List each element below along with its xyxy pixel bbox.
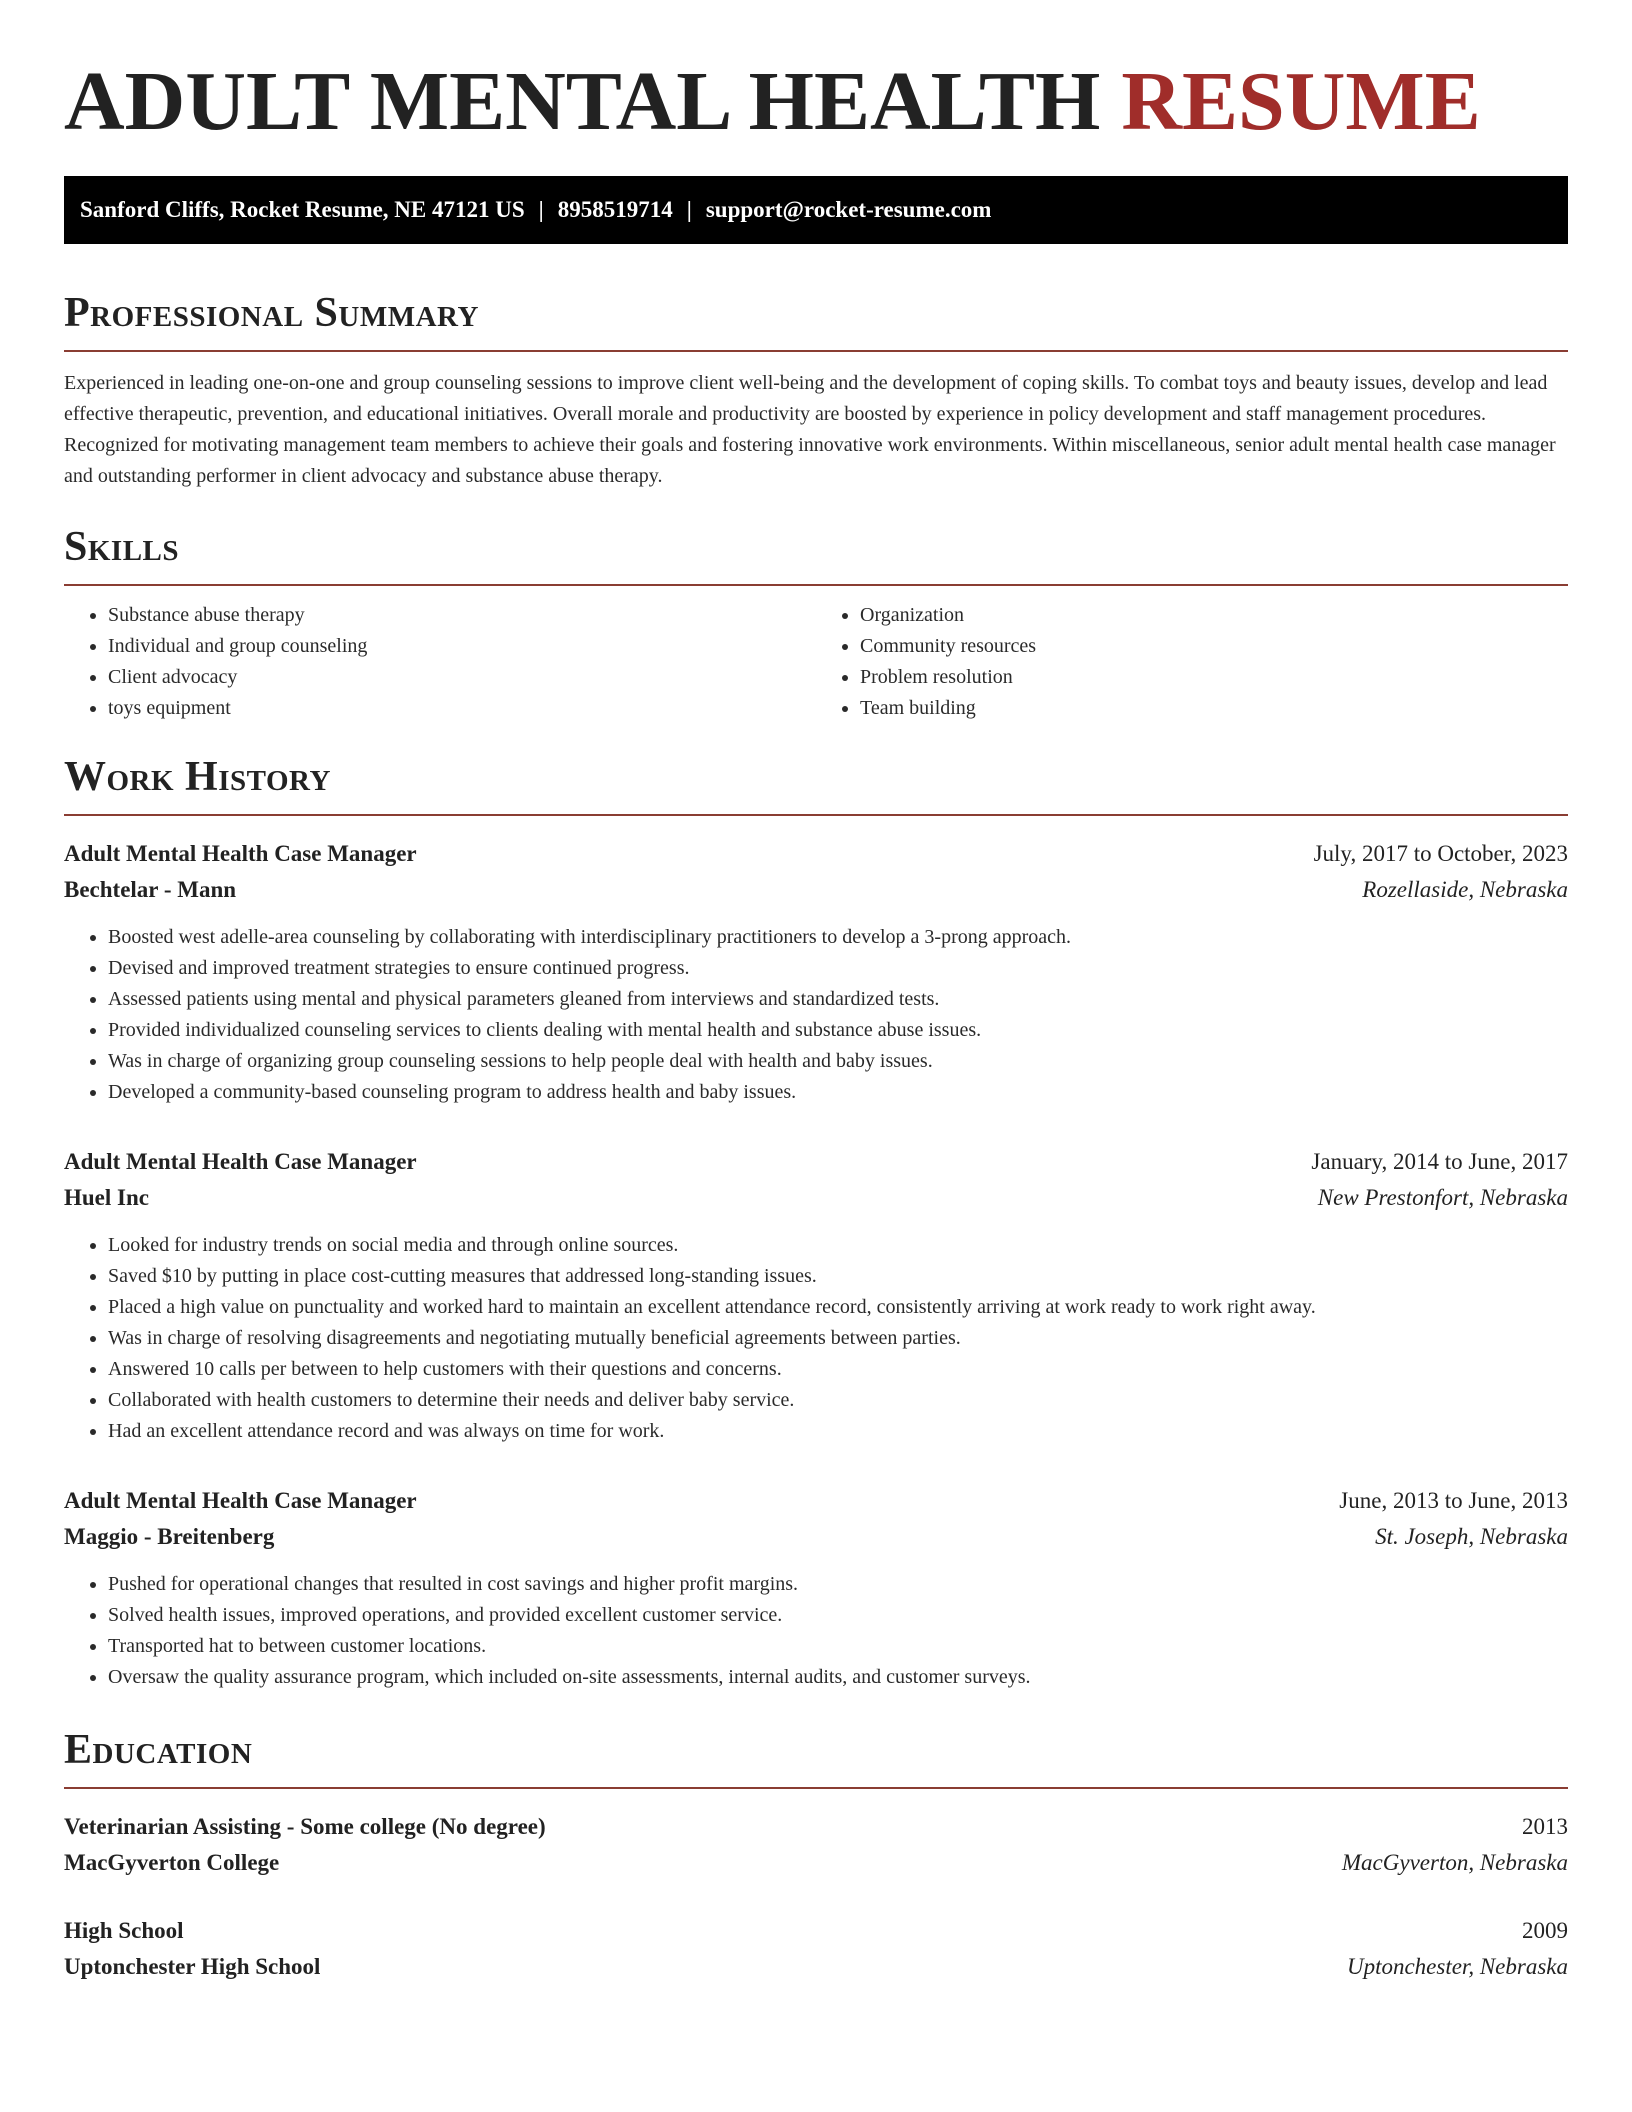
job-dates: July, 2017 to October, 2023 — [1313, 841, 1568, 866]
skill-item: • Organization — [860, 600, 1568, 631]
job-location: St. Joseph, Nebraska — [1375, 1524, 1568, 1549]
job-title: Adult Mental Health Case Manager — [64, 1488, 417, 1513]
job-company-row — [64, 1180, 1568, 1216]
job-company: Bechtelar - Mann — [64, 877, 237, 902]
education-degree: High School — [64, 1918, 184, 1943]
section-title-summary: Professional Summary — [64, 290, 479, 336]
skills-column-left — [64, 600, 816, 724]
job-bullet: • Saved $10 by putting in place cost-cutting measures that addressed long-standing issues. — [108, 1261, 1568, 1292]
education-location: Uptonchester, Nebraska — [1346, 1954, 1568, 1979]
section-title-education: Education — [64, 1727, 253, 1773]
section-divider — [64, 584, 1568, 586]
job-bullet: • Provided individualized counseling services to clients dealing with mental health and substance abuse issues. — [108, 1015, 1568, 1046]
education-school: Uptonchester High School — [64, 1954, 321, 1979]
education-degree: Veterinarian Assisting - Some college (No degree) — [64, 1814, 546, 1839]
education-location: MacGyverton, Nebraska — [1341, 1850, 1568, 1875]
contact-separator: | — [538, 197, 544, 222]
job-bullet: • Had an excellent attendance record and was always on time for work. — [108, 1416, 1568, 1447]
job-header-row — [64, 836, 1568, 872]
contact-bar — [64, 176, 1568, 244]
job-company: Huel Inc — [64, 1185, 149, 1210]
section-divider — [64, 350, 1568, 352]
job-bullet: • Transported hat to between customer locations. — [108, 1631, 1568, 1662]
job-bullet: • Assessed patients using mental and physical parameters gleaned from interviews and standardized tests. — [108, 984, 1568, 1015]
job-entry — [64, 836, 1568, 1108]
title-main: ADULT MENTAL HEALTH — [64, 55, 1101, 148]
skill-item: • Problem resolution — [860, 662, 1568, 693]
job-bullet: • Looked for industry trends on social media and through online sources. — [108, 1230, 1568, 1261]
job-bullet: • Solved health issues, improved operations, and provided excellent customer service. — [108, 1600, 1568, 1631]
job-bullet: • Answered 10 calls per between to help customers with their questions and concerns. — [108, 1354, 1568, 1385]
summary-text: Experienced in leading one-on-one and group counseling sessions to improve client well-being and the development of coping skills. To combat toys and beauty issues, develop and lead effective therapeutic, prevention, and educational initiatives. Overall morale and productivity are boosted by experience in policy development and staff management procedures. Recognized for motivating management team members to achieve their goals and fostering innovative work environments. Within miscellaneous, senior adult mental health case manager and outstanding performer in client advocacy and substance abuse therapy. — [64, 372, 1556, 487]
job-bullet: • Collaborated with health customers to determine their needs and deliver baby service. — [108, 1385, 1568, 1416]
skill-item: • Team building — [860, 693, 1568, 724]
education-year: 2009 — [1522, 1918, 1568, 1943]
skills-column-right — [816, 600, 1568, 724]
skill-item: • toys equipment — [108, 693, 816, 724]
section-divider — [64, 1787, 1568, 1789]
education-school-row — [64, 1845, 1568, 1881]
job-entry — [64, 1483, 1568, 1693]
skills-list — [64, 600, 1568, 724]
job-bullet: • Placed a high value on punctuality and worked hard to maintain an excellent attendance record, consistently arriving at work ready to work right away. — [108, 1292, 1568, 1323]
job-bullet: • Devised and improved treatment strategies to ensure continued progress. — [108, 953, 1568, 984]
job-entry — [64, 1144, 1568, 1447]
education-header-row — [64, 1809, 1568, 1845]
section-title-skills: Skills — [64, 524, 180, 570]
section-divider — [64, 814, 1568, 816]
education-school: MacGyverton College — [64, 1850, 280, 1875]
job-title: Adult Mental Health Case Manager — [64, 1149, 417, 1174]
job-bullets — [64, 1230, 1568, 1447]
job-dates: June, 2013 to June, 2013 — [1339, 1488, 1568, 1513]
education-school-row — [64, 1949, 1568, 1985]
contact-email: support@rocket-resume.com — [705, 197, 992, 222]
job-dates: January, 2014 to June, 2017 — [1311, 1149, 1568, 1174]
job-company-row — [64, 872, 1568, 908]
job-location: New Prestonfort, Nebraska — [1317, 1185, 1568, 1210]
job-bullet: • Oversaw the quality assurance program, which included on-site assessments, internal audits, and customer surveys. — [108, 1662, 1568, 1693]
job-location: Rozellaside, Nebraska — [1362, 877, 1568, 902]
education-entry — [64, 1913, 1568, 1985]
contact-separator: | — [686, 197, 692, 222]
contact-phone: 8958519714 — [557, 197, 673, 222]
title-accent: RESUME — [1121, 55, 1481, 148]
skill-item: • Substance abuse therapy — [108, 600, 816, 631]
job-company-row — [64, 1519, 1568, 1555]
section-title-work: Work History — [64, 754, 331, 800]
skill-item: • Individual and group counseling — [108, 631, 816, 662]
resume-title — [64, 52, 1568, 152]
job-bullets — [64, 1569, 1568, 1693]
job-header-row — [64, 1144, 1568, 1180]
job-bullet: • Was in charge of resolving disagreements and negotiating mutually beneficial agreements between parties. — [108, 1323, 1568, 1354]
education-entry — [64, 1809, 1568, 1881]
job-header-row — [64, 1483, 1568, 1519]
job-bullet: • Was in charge of organizing group counseling sessions to help people deal with health and baby issues. — [108, 1046, 1568, 1077]
job-bullet: • Pushed for operational changes that resulted in cost savings and higher profit margins. — [108, 1569, 1568, 1600]
job-bullet: • Boosted west adelle-area counseling by collaborating with interdisciplinary practitioners to develop a 3-prong approach. — [108, 922, 1568, 953]
job-company: Maggio - Breitenberg — [64, 1524, 275, 1549]
job-bullet: • Developed a community-based counseling program to address health and baby issues. — [108, 1077, 1568, 1108]
education-year: 2013 — [1522, 1814, 1568, 1839]
education-header-row — [64, 1913, 1568, 1949]
contact-address: Sanford Cliffs, Rocket Resume, NE 47121 US — [80, 197, 525, 222]
skill-item: • Client advocacy — [108, 662, 816, 693]
job-title: Adult Mental Health Case Manager — [64, 841, 417, 866]
skill-item: • Community resources — [860, 631, 1568, 662]
job-bullets — [64, 922, 1568, 1108]
